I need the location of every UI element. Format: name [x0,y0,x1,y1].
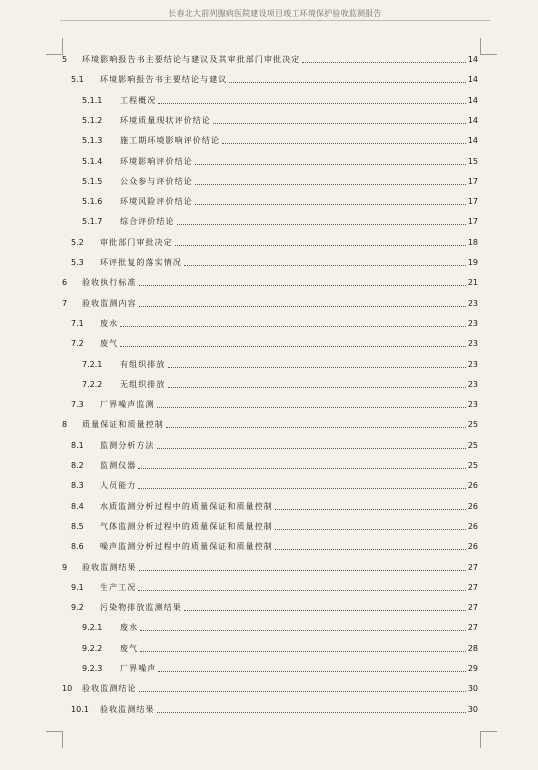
toc-entry-title: 生产工况 [100,582,137,592]
toc-entry[interactable] [0,53,538,67]
corner-mark-bottom-right [480,731,497,748]
toc-entry[interactable] [0,195,538,209]
toc-entry-title: 厂界噪声监测 [100,400,155,410]
toc-entry-page: 26 [467,501,478,511]
toc-entry-title: 综合评价结论 [120,217,175,227]
toc-entry[interactable] [0,662,538,676]
toc-entry-title: 气体监测分析过程中的质量保证和质量控制 [100,521,273,531]
toc-entry-number: 5.2 [71,237,84,247]
toc-entry[interactable] [0,337,538,351]
toc-entry-page: 18 [467,237,478,247]
toc-entry-title: 废水 [120,623,139,633]
toc-entry-page: 25 [467,461,478,470]
toc-entry-title: 环境质量现状评价结论 [120,115,211,125]
toc-entry-number: 10.1 [71,704,89,714]
toc-entry-page: 23 [467,379,478,389]
toc-entry-number: 5.1.6 [82,197,103,207]
toc-entry-page: 23 [467,298,478,308]
toc-leader-dots [275,509,466,510]
toc-leader-dots [158,671,465,672]
toc-entry[interactable] [0,134,538,148]
toc-entry-number: 10 [62,684,73,694]
toc-entry[interactable] [0,215,538,229]
toc-entry-number: 7.1 [71,318,84,328]
toc-entry-page: 30 [467,704,478,714]
toc-leader-dots [175,245,466,246]
toc-entry[interactable] [0,479,538,493]
toc-entry-number: 8 [62,420,68,430]
toc-entry-number: 7.2.2 [82,379,103,389]
toc-leader-dots [138,468,465,469]
toc-leader-dots [158,103,465,104]
toc-entry-number: 9.2 [71,603,84,613]
toc-entry[interactable] [0,418,538,432]
toc-entry[interactable] [0,540,538,554]
toc-leader-dots [140,651,466,652]
toc-entry-page: 27 [467,562,478,572]
toc-leader-dots [195,204,466,205]
toc-entry[interactable] [0,94,538,108]
toc-entry[interactable] [0,500,538,514]
toc-entry-page: 30 [467,684,478,694]
toc-entry-page: 19 [467,258,478,267]
toc-entry-page: 23 [467,318,478,328]
toc-entry[interactable] [0,439,538,453]
toc-entry-number: 6 [62,278,68,288]
toc-entry-number: 5.1.7 [82,217,103,227]
toc-entry[interactable] [0,358,538,372]
toc-leader-dots [139,306,466,307]
toc-entry-number: 5.1.5 [82,176,103,186]
toc-entry-title: 公众参与评价结论 [120,176,193,186]
toc-leader-dots [166,427,466,428]
toc-entry[interactable] [0,236,538,250]
toc-entry-page: 14 [467,55,478,64]
toc-entry-page: 17 [467,197,478,207]
toc-entry-number: 8.6 [71,542,84,552]
toc-entry-title: 施工期环境影响评价结论 [120,136,221,146]
toc-entry[interactable] [0,155,538,169]
toc-entry[interactable] [0,642,538,656]
toc-entry-page: 23 [467,339,478,349]
toc-entry-title: 噪声监测分析过程中的质量保证和质量控制 [100,542,273,552]
toc-entry-number: 5.3 [71,258,84,267]
toc-entry-number: 5 [62,55,68,64]
toc-entry-title: 监测分析方法 [100,440,155,450]
toc-entry-page: 25 [467,420,478,430]
toc-entry-page: 27 [467,623,478,633]
toc-entry-title: 环境影响报告书主要结论与建议 [100,75,228,85]
toc-leader-dots [157,712,466,713]
toc-leader-dots [213,123,466,124]
toc-entry[interactable] [0,317,538,331]
toc-entry-page: 17 [467,217,478,227]
toc-entry-number: 9.2.2 [82,643,103,653]
toc-entry-number: 8.5 [71,521,84,531]
toc-leader-dots [120,346,466,347]
toc-leader-dots [195,164,466,165]
header-rule [60,20,490,21]
toc-entry[interactable] [0,297,538,311]
toc-entry-number: 5.1.3 [82,136,103,146]
toc-entry[interactable] [0,459,538,473]
toc-entry-page: 29 [467,664,478,673]
toc-entry-number: 7 [62,298,68,308]
toc-entry[interactable] [0,621,538,635]
toc-leader-dots [275,549,466,550]
toc-leader-dots [222,143,466,144]
toc-entry-number: 9.1 [71,582,84,592]
toc-entry-title: 污染物排放监测结果 [100,603,182,613]
toc-entry-title: 水质监测分析过程中的质量保证和质量控制 [100,501,273,511]
toc-entry[interactable] [0,682,538,696]
toc-leader-dots [195,184,466,185]
toc-entry-number: 5.1.2 [82,115,103,125]
toc-entry-title: 环评批复的落实情况 [100,258,182,267]
toc-leader-dots [120,326,466,327]
toc-entry[interactable] [0,398,538,412]
corner-mark-bottom-left [46,731,63,748]
toc-entry-page: 27 [467,582,478,592]
toc-entry[interactable] [0,703,538,717]
toc-entry-page: 23 [467,400,478,410]
toc-entry-title: 验收监测结论 [82,684,137,694]
toc-entry-page: 17 [467,176,478,186]
toc-leader-dots [139,285,466,286]
toc-entry-page: 25 [467,440,478,450]
toc-entry-title: 有组织排放 [120,359,166,369]
toc-entry-title: 厂界噪声 [120,664,157,673]
toc-entry-page: 14 [467,136,478,146]
toc-leader-dots [229,82,465,83]
toc-entry-number: 8.2 [71,461,84,470]
toc-entry-title: 废气 [120,643,139,653]
toc-entry-number: 5.1.4 [82,156,103,166]
toc-entry[interactable] [0,73,538,87]
toc-leader-dots [139,570,466,571]
toc-entry-number: 7.3 [71,400,84,410]
toc-entry[interactable] [0,581,538,595]
toc-leader-dots [184,610,466,611]
toc-entry[interactable] [0,601,538,615]
header-title: 长春北大前列腺病医院建设项目竣工环境保护验收监测报告 [168,9,382,18]
toc-entry-number: 7.2.1 [82,359,103,369]
toc-leader-dots [184,265,466,266]
toc-entry-page: 14 [467,75,478,85]
toc-entry-page: 15 [467,156,478,166]
toc-leader-dots [275,529,466,530]
toc-entry-page: 26 [467,542,478,552]
toc-entry-number: 7.2 [71,339,84,349]
toc-entry-title: 验收监测结果 [100,704,155,714]
toc-entry-page: 26 [467,521,478,531]
toc-entry-title: 质量保证和质量控制 [82,420,164,430]
toc-entry-number: 5.1 [71,75,84,85]
toc-entry-number: 9.2.1 [82,623,103,633]
toc-entry-page: 26 [467,481,478,491]
toc-entry[interactable] [0,561,538,575]
toc-entry-title: 环境风险评价结论 [120,197,193,207]
toc-entry-title: 工程概况 [120,95,157,105]
toc-entry[interactable] [0,175,538,189]
toc-entry-title: 废水 [100,318,119,328]
toc-leader-dots [138,590,465,591]
toc-entry-page: 27 [467,603,478,613]
toc-entry-number: 8.4 [71,501,84,511]
toc-leader-dots [157,407,466,408]
toc-entry-number: 8.3 [71,481,84,491]
toc-entry-number: 8.1 [71,440,84,450]
toc-leader-dots [140,630,466,631]
toc-entry-number: 9.2.3 [82,664,103,673]
toc-leader-dots [177,224,466,225]
toc-entry-page: 21 [467,278,478,288]
toc-entry-number: 9 [62,562,68,572]
toc-leader-dots [138,488,465,489]
toc-leader-dots [168,387,466,388]
toc-entry-title: 监测仪器 [100,461,137,470]
toc-entry-title: 废气 [100,339,119,349]
toc-leader-dots [168,367,466,368]
toc-entry-title: 环境影响报告书主要结论与建议及其审批部门审批决定 [82,55,301,64]
toc-leader-dots [157,448,466,449]
toc-entry-title: 验收监测结果 [82,562,137,572]
toc-entry-title: 无组织排放 [120,379,166,389]
toc-leader-dots [302,62,465,63]
toc-entry[interactable] [0,276,538,290]
toc-entry-title: 人员能力 [100,481,137,491]
toc-entry-title: 环境影响评价结论 [120,156,193,166]
toc-entry-number: 5.1.1 [82,95,103,105]
toc-entry[interactable] [0,520,538,534]
toc-entry[interactable] [0,378,538,392]
toc-entry[interactable] [0,114,538,128]
toc-entry-page: 14 [467,115,478,125]
toc-entry-title: 验收监测内容 [82,298,137,308]
toc-entry-page: 28 [467,643,478,653]
toc-leader-dots [139,691,466,692]
toc-entry-title: 审批部门审批决定 [100,237,173,247]
toc-entry-page: 14 [467,95,478,105]
toc-entry[interactable] [0,256,538,270]
toc-entry-page: 23 [467,359,478,369]
toc-entry-title: 验收执行标准 [82,278,137,288]
